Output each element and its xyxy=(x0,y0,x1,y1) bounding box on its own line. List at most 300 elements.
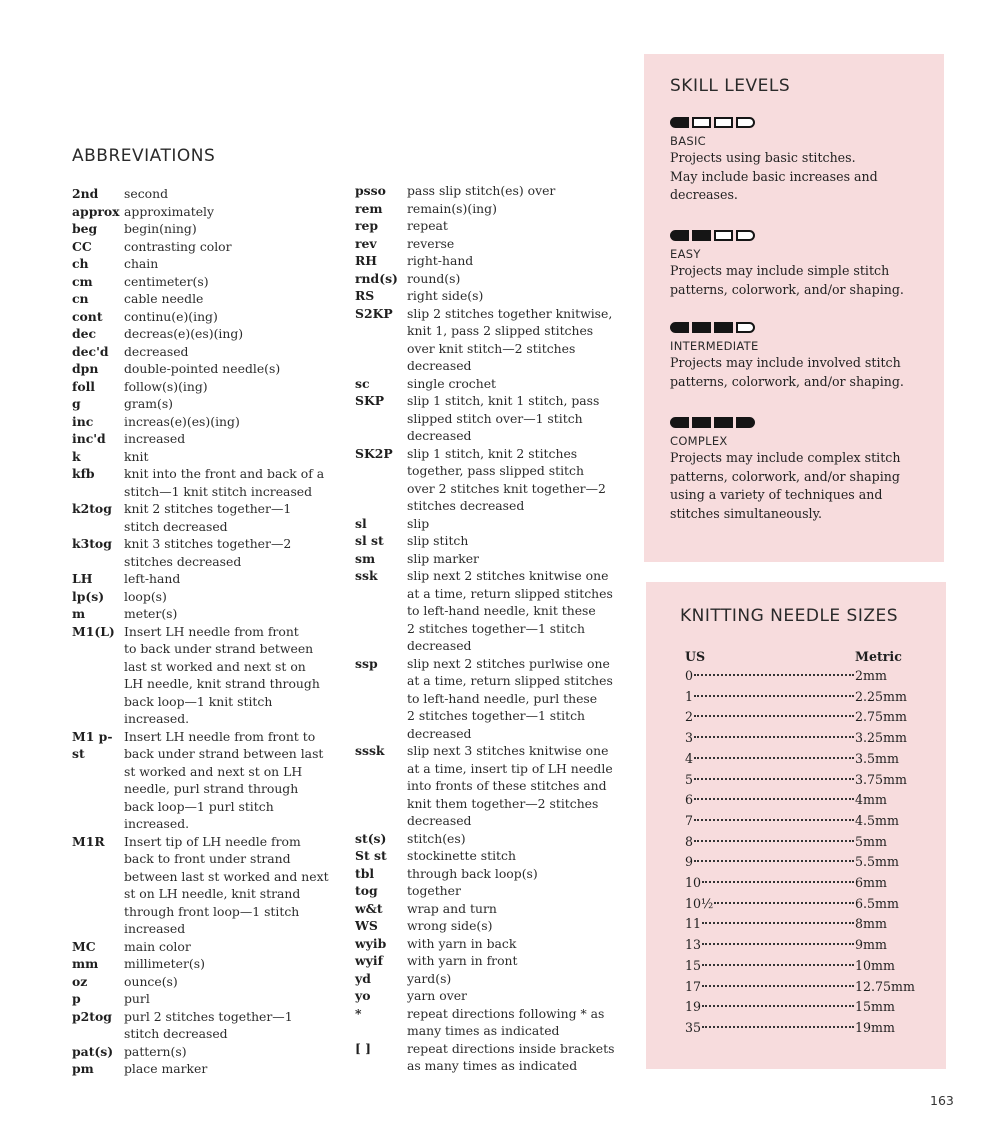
description-line: decreases. xyxy=(670,187,738,202)
abbreviation-term: p xyxy=(72,991,81,1006)
abbreviation-entry xyxy=(355,515,630,533)
dot-leader xyxy=(694,790,854,800)
dot-leader xyxy=(702,956,854,966)
needle-size-row xyxy=(685,687,935,708)
definition-line: stockinette stitch xyxy=(407,848,516,863)
skill-pip-icon xyxy=(714,117,733,128)
abbreviation-entry xyxy=(72,255,342,273)
needle-metric-size: 4.5mm xyxy=(855,812,899,828)
abbreviation-definition xyxy=(407,655,630,743)
abbreviation-term: inc xyxy=(72,413,94,429)
abbreviation-entry xyxy=(72,588,342,606)
abbreviation-term: tog xyxy=(355,883,378,898)
definition-line: decreased xyxy=(407,813,472,828)
abbreviation-entry xyxy=(355,270,630,288)
abbreviation-term: MC xyxy=(72,938,96,954)
abbreviation-entry xyxy=(72,465,342,500)
abbreviation-entry xyxy=(355,847,630,865)
definition-line: increased xyxy=(124,431,186,446)
needle-metric-size: 2.75mm xyxy=(855,709,907,725)
abbreviation-term: k2tog xyxy=(72,501,112,516)
definition-line: knit xyxy=(124,448,149,464)
abbreviation-term: sl xyxy=(355,515,367,531)
skill-pip-icon xyxy=(714,322,733,333)
definition-line: loop(s) xyxy=(124,588,167,604)
abbreviation-term: cm xyxy=(72,273,93,289)
definition-line: knit into the front and back of a xyxy=(124,466,325,481)
definition-line: increased. xyxy=(124,711,190,726)
needle-size-row xyxy=(685,997,935,1018)
skill-level-description xyxy=(670,262,932,299)
definition-line: at a time, insert tip of LH needle xyxy=(407,760,613,776)
definition-line: yard(s) xyxy=(407,970,452,986)
abbreviation-entry xyxy=(72,570,342,588)
abbreviation-entry xyxy=(72,185,342,203)
needle-metric-size: 12.75mm xyxy=(855,978,915,994)
abbreviation-term: kfb xyxy=(72,466,95,481)
description-line: May include basic increases and xyxy=(670,168,878,184)
definition-line: 2 stitches together—1 stitch xyxy=(407,620,585,636)
needle-sizes-title: KNITTING NEEDLE SIZES xyxy=(680,606,899,626)
abbreviation-definition xyxy=(124,185,342,203)
abbreviation-term: pm xyxy=(72,1061,94,1076)
needle-size-row xyxy=(685,749,935,770)
dot-leader xyxy=(694,749,854,759)
abbreviation-definition xyxy=(407,252,630,270)
definition-line: stitch—1 knit stitch increased xyxy=(124,483,313,499)
abbreviation-definition xyxy=(124,238,342,256)
abbreviation-term: lp(s) xyxy=(72,588,105,604)
definition-line: through back loop(s) xyxy=(407,865,538,881)
abbreviation-definition xyxy=(124,255,342,273)
abbreviation-entry xyxy=(72,938,342,956)
needle-size-row xyxy=(685,956,935,977)
abbreviation-definition xyxy=(407,182,630,200)
abbreviation-entry xyxy=(355,900,630,918)
abbreviation-entry xyxy=(355,1005,630,1040)
definition-line: st worked and next st on LH xyxy=(124,763,303,779)
definition-line: meter(s) xyxy=(124,606,178,621)
abbreviation-term: LH xyxy=(72,571,93,586)
abbreviation-term: sc xyxy=(355,375,370,391)
definition-line: 2 stitches together—1 stitch xyxy=(407,708,585,723)
abbreviation-definition xyxy=(407,235,630,253)
abbreviation-definition xyxy=(124,203,342,221)
abbreviation-definition xyxy=(124,360,342,378)
abbreviation-term: dec'd xyxy=(72,343,109,359)
description-line: patterns, colorwork, and/or shaping xyxy=(670,468,900,484)
abbreviation-definition xyxy=(407,532,630,550)
abbreviation-definition xyxy=(124,325,342,343)
abbreviation-entry xyxy=(72,990,342,1008)
definition-line: to left-hand needle, purl these xyxy=(407,690,598,706)
abbreviation-definition xyxy=(124,378,342,396)
definition-line: to back under strand between xyxy=(124,641,314,656)
abbreviation-term: ssk xyxy=(355,568,378,583)
abbreviation-entry xyxy=(72,238,342,256)
abbreviation-definition xyxy=(124,973,342,991)
abbreviation-entry xyxy=(355,200,630,218)
abbreviation-entry xyxy=(72,325,342,343)
abbreviation-definition xyxy=(124,990,342,1008)
skill-pip-icon xyxy=(736,417,755,428)
abbreviation-definition xyxy=(407,935,630,953)
needle-size-row xyxy=(685,873,935,894)
definition-line: decreased xyxy=(407,358,472,373)
abbreviation-definition xyxy=(124,273,342,291)
abbreviation-definition xyxy=(407,567,630,655)
abbreviation-term: rem xyxy=(355,200,383,216)
definition-line: to left-hand needle, knit these xyxy=(407,603,596,618)
needle-metric-size: 15mm xyxy=(855,999,895,1015)
dot-leader xyxy=(694,770,854,780)
abbreviation-definition xyxy=(407,917,630,935)
needle-us-size: 4 xyxy=(685,750,694,766)
dot-leader xyxy=(702,977,854,987)
abbreviation-definition xyxy=(407,847,630,865)
abbreviation-term: RH xyxy=(355,253,378,268)
description-line: stitches simultaneously. xyxy=(670,505,823,521)
definition-line: as many times as indicated xyxy=(407,1058,578,1073)
abbreviation-term: oz xyxy=(72,973,88,989)
abbreviation-definition xyxy=(407,830,630,848)
abbreviation-entry xyxy=(355,550,630,568)
definition-line: slip marker xyxy=(407,550,479,566)
abbreviation-definition xyxy=(124,1043,342,1061)
definition-line: knit 3 stitches together—2 xyxy=(124,536,292,551)
abbreviation-term: wyif xyxy=(355,953,383,968)
abbreviation-term: p2tog xyxy=(72,1008,112,1024)
abbreviation-term: RS xyxy=(355,288,375,303)
abbreviation-definition xyxy=(124,588,342,606)
abbreviation-entry xyxy=(355,375,630,393)
definition-line: remain(s)(ing) xyxy=(407,200,497,216)
skill-pip-icon xyxy=(670,117,689,128)
abbreviation-entry xyxy=(72,220,342,238)
skill-pip-icon xyxy=(670,230,689,241)
needle-metric-size: 8mm xyxy=(855,916,887,932)
abbreviation-term: foll xyxy=(72,378,96,394)
needle-header-us: US xyxy=(685,649,706,664)
needle-size-row xyxy=(685,832,935,853)
needle-metric-size: 2.25mm xyxy=(855,688,907,704)
abbreviation-entry xyxy=(72,360,342,378)
needle-size-row xyxy=(685,811,935,832)
abbreviation-definition xyxy=(124,290,342,308)
abbreviation-term: approx xyxy=(72,203,120,219)
abbreviation-entry xyxy=(355,865,630,883)
skill-pip-icon xyxy=(714,417,733,428)
needle-metric-size: 4mm xyxy=(855,792,887,808)
definition-line: back to front under strand xyxy=(124,851,291,866)
abbreviation-definition xyxy=(407,515,630,533)
definition-line: knit them together—2 stitches xyxy=(407,795,599,811)
abbreviation-entry xyxy=(72,343,342,361)
definition-line: centimeter(s) xyxy=(124,273,209,289)
abbreviation-definition xyxy=(124,728,342,833)
skill-pip-icon xyxy=(692,230,711,241)
abbreviation-term: sssk xyxy=(355,743,385,758)
definition-line: last st worked and next st on xyxy=(124,658,306,674)
abbreviation-term: w&t xyxy=(355,900,383,916)
needle-sizes-table xyxy=(685,647,935,1039)
skill-level-description xyxy=(670,354,932,391)
abbreviation-entry xyxy=(355,567,630,655)
needle-size-row xyxy=(685,770,935,791)
needle-size-row xyxy=(685,935,935,956)
dot-leader xyxy=(694,687,854,697)
definition-line: increased xyxy=(124,921,186,936)
abbreviation-definition xyxy=(407,987,630,1005)
definition-line: follow(s)(ing) xyxy=(124,378,208,394)
definition-line: left-hand xyxy=(124,571,181,586)
definition-line: slip 2 stitches together knitwise, xyxy=(407,305,613,321)
abbreviation-entry xyxy=(355,445,630,515)
abbreviation-definition xyxy=(124,500,342,535)
skill-level-description xyxy=(670,149,932,205)
definition-line: slipped stitch over—1 stitch xyxy=(407,410,583,426)
definition-line: slip next 2 stitches purlwise one xyxy=(407,655,610,671)
skill-pip-icon xyxy=(736,230,755,241)
description-line: Projects using basic stitches. xyxy=(670,150,856,165)
abbreviation-entry xyxy=(72,413,342,431)
definition-line: second xyxy=(124,186,169,201)
abbreviation-entry xyxy=(355,217,630,235)
abbreviation-term: SK2P xyxy=(355,445,393,461)
needle-us-size: 17 xyxy=(685,978,702,994)
needle-metric-size: 10mm xyxy=(855,957,895,973)
definition-line: stitches decreased xyxy=(124,553,242,569)
abbreviation-definition xyxy=(407,865,630,883)
abbreviation-definition xyxy=(407,900,630,918)
definition-line: together xyxy=(407,883,461,898)
dot-leader xyxy=(702,873,854,883)
definition-line: at a time, return slipped stitches xyxy=(407,585,613,601)
definition-line: cable needle xyxy=(124,291,204,306)
needle-table-body xyxy=(685,666,935,1039)
skill-level-icon xyxy=(670,117,932,128)
needle-size-row xyxy=(685,852,935,873)
dot-leader xyxy=(702,914,854,924)
needle-us-size: 10½ xyxy=(685,895,714,911)
needle-metric-size: 5.5mm xyxy=(855,854,899,870)
definition-line: repeat directions inside brackets xyxy=(407,1040,615,1056)
abbreviation-entry xyxy=(72,973,342,991)
definition-line: stitch(es) xyxy=(407,830,466,846)
needle-metric-size: 6.5mm xyxy=(855,895,899,911)
abbreviation-term: yd xyxy=(355,970,371,986)
abbreviation-term: sm xyxy=(355,550,376,566)
abbreviation-entry xyxy=(355,392,630,445)
description-line: patterns, colorwork, and/or shaping. xyxy=(670,373,904,389)
skill-level-icon xyxy=(670,230,932,241)
definition-line: decreas(e)(es)(ing) xyxy=(124,326,244,341)
definition-line: increased. xyxy=(124,816,190,831)
definition-line: st on LH needle, knit strand xyxy=(124,886,301,901)
abbreviation-definition xyxy=(407,270,630,288)
abbreviation-definition xyxy=(407,445,630,515)
definition-line: repeat directions following * as xyxy=(407,1005,605,1021)
abbreviation-definition xyxy=(407,952,630,970)
abbreviations-column-1 xyxy=(72,185,342,1078)
abbreviation-term: tbl xyxy=(355,865,375,881)
definition-line: Insert tip of LH needle from xyxy=(124,833,301,849)
abbreviation-definition xyxy=(124,938,342,956)
needle-us-size: 2 xyxy=(685,709,694,725)
abbreviation-term: St st xyxy=(355,848,387,863)
definition-line: begin(ning) xyxy=(124,221,197,236)
abbreviation-definition xyxy=(407,742,630,830)
dot-leader xyxy=(694,707,854,717)
definition-line: over knit stitch—2 stitches xyxy=(407,340,576,356)
abbreviation-entry xyxy=(355,952,630,970)
definition-line: wrong side(s) xyxy=(407,918,493,933)
skill-level-name: BASIC xyxy=(670,134,706,148)
needle-metric-size: 6mm xyxy=(855,875,887,891)
abbreviation-definition xyxy=(407,882,630,900)
abbreviation-term: k3tog xyxy=(72,536,112,551)
abbreviation-term: sl st xyxy=(355,533,384,548)
needle-size-row xyxy=(685,914,935,935)
needle-us-size: 5 xyxy=(685,771,694,787)
definition-line: continu(e)(ing) xyxy=(124,308,218,324)
abbreviation-term: st(s) xyxy=(355,830,387,846)
needle-us-size: 1 xyxy=(685,688,694,704)
abbreviation-term: k xyxy=(72,448,81,464)
needle-size-row xyxy=(685,666,935,687)
abbreviation-definition xyxy=(124,955,342,973)
needle-us-size: 11 xyxy=(685,916,702,932)
definition-line: decreased xyxy=(124,343,189,359)
definition-line: back loop—1 purl stitch xyxy=(124,798,274,814)
skill-level-name: INTERMEDIATE xyxy=(670,339,759,353)
definition-line: knit 2 stitches together—1 xyxy=(124,501,292,516)
abbreviation-term: ssp xyxy=(355,655,378,671)
abbreviation-definition xyxy=(407,392,630,445)
abbreviation-definition xyxy=(407,1040,630,1075)
abbreviation-entry xyxy=(72,448,342,466)
abbreviation-entry xyxy=(72,430,342,448)
skill-levels-title: SKILL LEVELS xyxy=(670,76,791,96)
definition-line: right side(s) xyxy=(407,288,484,303)
definition-line: needle, purl strand through xyxy=(124,781,299,796)
abbreviation-entry xyxy=(72,728,342,833)
abbreviation-term: m xyxy=(72,606,86,621)
skill-pip-icon xyxy=(692,322,711,333)
definition-line: into fronts of these stitches and xyxy=(407,778,607,793)
needle-us-size: 35 xyxy=(685,1019,702,1035)
abbreviation-definition xyxy=(124,430,342,448)
definition-line: decreased xyxy=(407,638,472,653)
abbreviation-term: * xyxy=(355,1005,362,1021)
definition-line: over 2 stitches knit together—2 xyxy=(407,480,606,496)
definition-line: back under strand between last xyxy=(124,746,324,761)
skill-level-icon xyxy=(670,417,932,428)
definition-line: right-hand xyxy=(407,253,474,268)
skill-pip-icon xyxy=(736,322,755,333)
needle-metric-size: 2mm xyxy=(855,668,887,683)
abbreviation-definition xyxy=(124,395,342,413)
needle-metric-size: 3.25mm xyxy=(855,730,907,746)
abbreviation-definition xyxy=(124,308,342,326)
definition-line: through front loop—1 stitch xyxy=(124,903,300,919)
abbreviation-entry xyxy=(355,917,630,935)
abbreviation-entry xyxy=(72,378,342,396)
needle-size-row xyxy=(685,707,935,728)
abbreviation-entry xyxy=(72,623,342,728)
definition-line: Insert LH needle from front to xyxy=(124,728,316,744)
dot-leader xyxy=(694,811,854,821)
needle-metric-size: 9mm xyxy=(855,937,887,953)
needle-us-size: 19 xyxy=(685,999,702,1015)
needle-us-size: 7 xyxy=(685,812,694,828)
needle-us-size: 13 xyxy=(685,937,702,953)
definition-line: with yarn in back xyxy=(407,935,517,951)
abbreviation-definition xyxy=(124,220,342,238)
abbreviation-definition xyxy=(124,623,342,728)
abbreviation-definition xyxy=(407,550,630,568)
abbreviation-entry xyxy=(355,305,630,375)
dot-leader xyxy=(694,832,854,842)
definition-line: repeat xyxy=(407,218,448,233)
abbreviation-term: dec xyxy=(72,326,97,341)
dot-leader xyxy=(694,666,854,676)
abbreviation-term: rnd(s) xyxy=(355,270,398,286)
abbreviation-definition xyxy=(407,305,630,375)
abbreviation-entry xyxy=(355,970,630,988)
skill-level-basic xyxy=(670,117,932,205)
abbreviation-entry xyxy=(355,1040,630,1075)
definition-line: between last st worked and next xyxy=(124,868,329,884)
definition-line: stitch decreased xyxy=(124,1026,228,1041)
definition-line: decreased xyxy=(407,428,472,443)
definition-line: ounce(s) xyxy=(124,973,178,989)
abbreviation-entry xyxy=(72,273,342,291)
abbreviation-entry xyxy=(72,955,342,973)
abbreviation-entry xyxy=(72,535,342,570)
abbreviation-definition xyxy=(124,1008,342,1043)
skill-pip-icon xyxy=(736,117,755,128)
needle-us-size: 8 xyxy=(685,833,694,849)
abbreviation-term: beg xyxy=(72,221,98,236)
definition-line: at a time, return slipped stitches xyxy=(407,673,613,688)
abbreviation-term: wyib xyxy=(355,935,387,951)
definition-line: main color xyxy=(124,938,191,954)
abbreviation-term: inc'd xyxy=(72,431,106,446)
abbreviation-entry xyxy=(72,290,342,308)
abbreviation-term: WS xyxy=(355,918,378,933)
definition-line: increas(e)(es)(ing) xyxy=(124,413,240,429)
skill-pip-icon xyxy=(670,417,689,428)
definition-line: purl 2 stitches together—1 xyxy=(124,1008,293,1024)
description-line: using a variety of techniques and xyxy=(670,487,883,502)
skill-pip-icon xyxy=(692,117,711,128)
skill-pip-icon xyxy=(670,322,689,333)
abbreviation-entry xyxy=(72,203,342,221)
definition-line: single crochet xyxy=(407,375,497,391)
abbreviation-term: M1 p-st xyxy=(72,728,113,761)
abbreviation-entry xyxy=(355,235,630,253)
abbreviation-term: mm xyxy=(72,956,99,971)
abbreviation-term: 2nd xyxy=(72,186,99,201)
abbreviation-entry xyxy=(355,252,630,270)
definition-line: chain xyxy=(124,256,159,271)
definition-line: approximately xyxy=(124,203,214,219)
needle-us-size: 0 xyxy=(685,668,694,683)
definition-line: knit 1, pass 2 slipped stitches xyxy=(407,323,594,338)
abbreviation-definition xyxy=(407,217,630,235)
definition-line: double-pointed needle(s) xyxy=(124,361,281,376)
